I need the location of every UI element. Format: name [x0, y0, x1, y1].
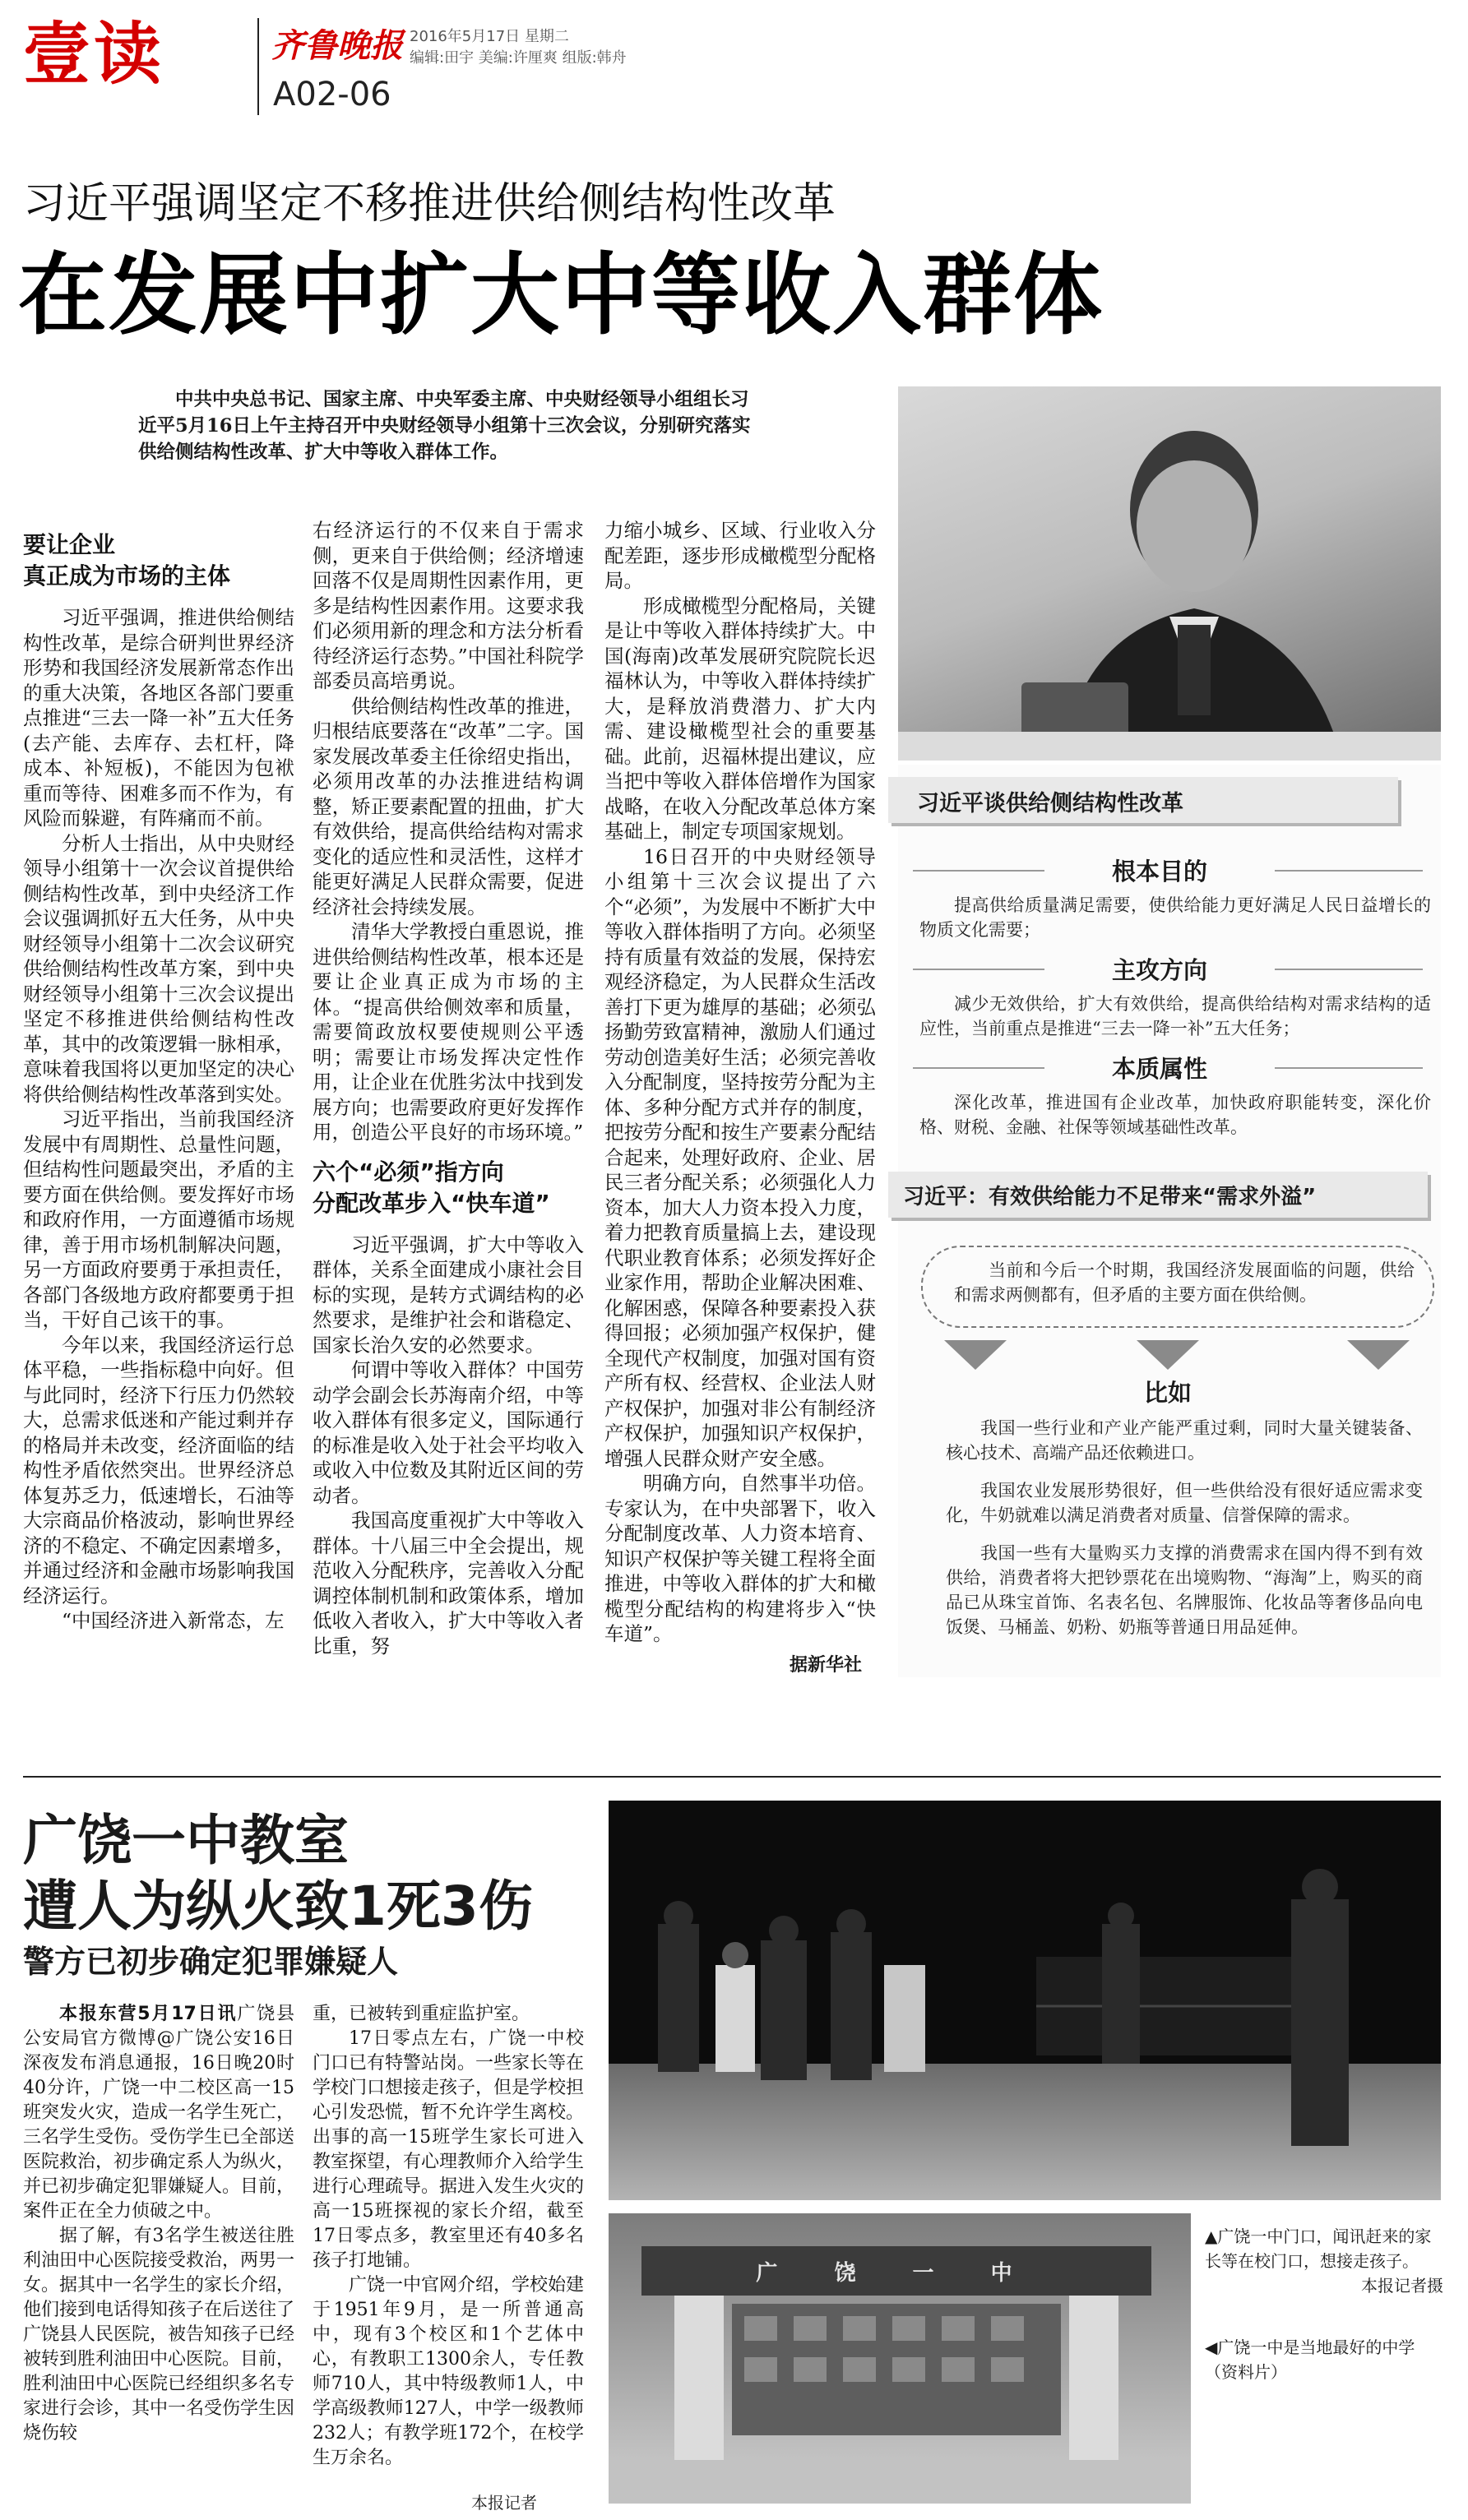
lead-kicker: 习近平强调坚定不移推进供给侧结构性改革: [23, 179, 836, 229]
story2-col2a: 重，已被转到重症监护室。: [313, 2004, 530, 2024]
col3-para-4: 明确方向，自然事半功倍。专家认为，在中央部署下，收入分配制度改革、人力资本培育、知识产权保护等关键工程将全面推进，中等收入群体的扩大和橄榄型分配结构的构建将步入“快车道”。: [604, 1472, 876, 1645]
example-title: 比如: [1143, 1379, 1192, 1407]
goal-text-body: 提高供给质量满足需要，使供给能力更好满足人民日益增长的物质文化需要；: [919, 895, 1431, 940]
story2-col1b: 据了解，有3名学生被送往胜利油田中心医院接受救治，两男一女。据其中一名学生的家长介绍，他们接到电话得知孩子在后送往了广饶县人民医院，被告知孩子已经被转到胜利油田中心医院。目前，胜利油田中心医院已经组织多名专家进行会诊，其中一名受伤学生因烧伤较: [23, 2226, 295, 2444]
divider: [1275, 969, 1423, 970]
sidebar-title-1: 习近平谈供给侧结构性改革: [917, 791, 1183, 816]
page-number: A02-06: [273, 76, 391, 113]
speaker-figure: [898, 386, 1441, 761]
paper-logo: 齐鲁晚报: [271, 26, 403, 65]
night-gate-photo: [609, 1801, 1441, 2200]
lead-column-2: [313, 518, 584, 1658]
story2-subhead: 警方已初步确定犯罪嫌疑人: [23, 1944, 399, 1980]
direction-title: 主攻方向: [1111, 956, 1207, 984]
goal-text: [919, 893, 1431, 942]
arrow-down-icon: [1137, 1340, 1199, 1370]
story2-col1: 广饶县公安局官方微博@广饶公安16日深夜发布消息通报，16日晚20时40分许，广饶一中二校区高一15班突发火灾，造成一名学生死亡，三名学生受伤。受伤学生已全部送医院救治，初步确定系人为纵火，并已初步确定犯罪嫌疑人。目前，案件正在全力侦破之中。: [23, 2004, 295, 2222]
lead-summary: 中共中央总书记、国家主席、中央军委主席、中央财经领导小组组长习近平5月16日上午主持召开中央财经领导小组第十三次会议，分别研究落实供给侧结构性改革、扩大中等收入群体工作。: [138, 389, 751, 463]
bubble-text-body: 当前和今后一个时期，我国经济发展面临的问题，供给和需求两侧都有，但矛盾的主要方面在供给侧。: [954, 1260, 1415, 1305]
col2-para-2: 供给侧结构性改革的推进，归根结底要落在“改革”二字。国家发展改革委主任徐绍史指出，必须用改革的办法推进结构调整，矫正要素配置的扭曲，扩大有效供给，提高供给结构对需求变化的适应性和灵活性，这样才能更好满足人民群众需要，促进经济社会持续发展。: [313, 694, 584, 918]
divider: [1275, 1067, 1423, 1069]
col1-para-2: 分析人士指出，从中央财经领导小组第十一次会议首提供给侧结构性改革，到中央经济工作会议强调抓好五大任务，从中央财经领导小组第十二次会议研究供给侧结构性改革方案，到中央财经领导小组第十三次会议提出坚定不移推进供给侧结构性改革，其中的改策逻辑一脉相承，意味着我国将以更加坚定的决心将供给侧结构性改革落到实处。: [23, 831, 294, 1106]
col3-para-1: 力缩小城乡、区域、行业收入分配差距，逐步形成橄榄型分配格局。: [604, 519, 876, 592]
col2-para-6: 我国高度重视扩大中等收入群体。十八届三中全会提出，规范收入分配秩序，完善收入分配调控体制机制和政策体系，增加低收入者收入，扩大中等收入者比重，努: [313, 1509, 584, 1658]
col3-para-2: 形成橄榄型分配格局，关键是让中等收入群体持续扩大。中国(海南)改革发展研究院院长迟福林认为，中等收入群体持续扩大，是释放消费潜力、扩大内需、建设橄榄型社会的重要基础。此前，迟福林提出建议，应当把中等收入群体倍增作为国家战略，在收入分配改革总体方案基础上，制定专项国家规划。: [604, 594, 876, 843]
goal-title: 根本目的: [1111, 858, 1207, 885]
crowd-scene: [609, 1801, 1441, 2200]
caption-1: [1205, 2224, 1443, 2298]
divider: [1275, 870, 1423, 872]
date-line: 2016年5月17日 星期二: [410, 28, 569, 45]
example-3: 我国一些有大量购买力支撑的消费需求在国内得不到有效供给，消费者将大把钞票花在出境购物、“海淘”上，购买的商品已从珠宝首饰、名表名包、名牌服饰、化妆品等奢侈品向电饭煲、马桶盖、奶粉、奶瓶等普通日用品延伸。: [946, 1543, 1423, 1637]
school-gate-photo: [609, 2213, 1191, 2504]
story2-col2b: 17日零点左右，广饶一中校门口已有特警站岗。一些家长等在学校门口想接走孩子，但是学校担心引发恐慌，暂不允许学生离校。出事的高一15班学生家长可进入教室探望，有心理教师介入给学生进行心理疏导。据进入发生火灾的高一15班探视的家长介绍，截至17日零点多，教室里还有40多名孩子打地铺。: [313, 2028, 585, 2271]
col2-para-4: 习近平强调，扩大中等收入群体，关系全面建成小康社会目标的实现，是转方式调结构的必然要求，是维护社会和谐稳定、国家长治久安的必然要求。: [313, 1232, 584, 1357]
nature-title: 本质属性: [1111, 1055, 1207, 1083]
story2-byline: 本报记者: [471, 2493, 537, 2513]
story2-column-1: [23, 2002, 294, 2446]
col1-heading: 要让企业 真正成为市场的主体: [23, 531, 231, 590]
story2-headline-2: 遭人为纵火致1死3伤: [23, 1875, 533, 1938]
example-2: 我国农业发展形势很好，但一些供给没有很好适应需求变化，牛奶就难以满足消费者对质量、信誉保障的需求。: [946, 1481, 1423, 1525]
col2-para-5: 何谓中等收入群体？中国劳动学会副会长苏海南介绍，中等收入群体有很多定义，国际通行的标准是收入处于社会平均收入或收入中位数及其附近区间的劳动者。: [313, 1358, 584, 1507]
example-1: 我国一些行业和产业产能严重过剩，同时大量关键装备、核心技术、高端产品还依赖进口。: [946, 1418, 1423, 1463]
arrow-down-icon: [944, 1340, 1007, 1370]
sidebar-title-2: 习近平：有效供给能力不足带来“需求外溢”: [903, 1185, 1317, 1209]
lead-column-1: [23, 518, 294, 1634]
col1-para-5: “中国经济进入新常态，左: [62, 1609, 285, 1632]
examples: [946, 1416, 1423, 1639]
nature-text: [919, 1090, 1431, 1140]
col1-para-3: 习近平指出，当前我国经济发展中有周期性、总量性问题，但结构性问题最突出，矛盾的主要方面在供给侧。要发挥好市场和政府作用，一方面遵循市场规律，善于用市场机制解决问题，另一方面政府要勇于承担责任，各部门各级地方政府都要勇于担当，干好自己该干的事。: [23, 1107, 294, 1331]
caption-2: ◀广饶一中是当地最好的中学（资料片）: [1205, 2337, 1415, 2382]
col1-para-4: 今年以来，我国经济运行总体平稳，一些指标稳中向好。但与此同时，经济下行压力仍然较大，总需求低迷和产能过剩并存的格局并未改变，经济面临的结构性矛盾依然突出。世界经济总体复苏乏力，低速增长，石油等大宗商品价格波动，影响世界经济的不稳定、不确定因素增多，并通过经济和金融市场影响我国经济运行。: [23, 1333, 294, 1607]
story2-headline-1: 广饶一中教室: [23, 1809, 349, 1872]
lead-source: 据新华社: [790, 1655, 863, 1676]
staff-line: 编辑:田宇 美编:许厘爽 组版:韩舟: [410, 49, 627, 67]
story-separator: [23, 1776, 1441, 1778]
arrow-down-icon: [1347, 1340, 1410, 1370]
lead-headline: 在发展中扩大中等收入群体: [18, 244, 1104, 347]
caption-1-text: ▲广饶一中门口，闻讯赶来的家长等在校门口，想接走孩子。: [1205, 2226, 1432, 2271]
bubble-text: [954, 1258, 1415, 1307]
story2-dateline: 本报东营5月17日讯: [59, 2004, 238, 2024]
divider: [913, 969, 1044, 970]
gate-sign: 广 饶 一 中: [756, 2261, 1037, 2286]
col3-para-3: 16日召开的中央财经领导小组第十三次会议提出了六个“必须”，为发展中不断扩大中等收入群体指明了方向。必须坚持有质量有效益的发展，保持宏观经济稳定，为人民群众生活改善打下更为雄厚的基础；必须弘扬勤劳致富精神，激励人们通过劳动创造美好生活；必须完善收入分配制度，坚持按劳分配为主体、多种分配方式并存的制度，把按劳分配和按生产要素分配结合起来，处理好政府、企业、居民三者分配关系；必须强化人力资本，加大人力资本投入力度，着力把教育质量搞上去，建设现代职业教育体系；必须发挥好企业家作用，帮助企业解决困难、化解困惑，保障各种要素投入获得回报；必须加强产权保护，健全现代产权制度，加强对国有资产所有权、经营权、企业法人财产权保护，加强对非公有制经济产权保护，加强知识产权保护，增强人民群众财产安全感。: [604, 844, 876, 1470]
story2-column-2: [313, 2002, 584, 2471]
masthead-divider: [257, 18, 259, 115]
lead-photo: [898, 386, 1441, 761]
nature-text-body: 深化改革，推进国有企业改革，加快政府职能转变，深化价格、财税、金融、社保等领域基础性改革。: [919, 1093, 1431, 1137]
story2-col2c: 广饶一中官网介绍，学校始建于1951年9月，是一所普通高中，现有3个校区和1个艺体中心，有教职工1300余人，专任教师710人，其中特级教师1人，中学高级教师127人，中学一级教师232人；有教学班172个，在校学生万余名。: [313, 2275, 585, 2468]
caption-1-credit: 本报记者摄: [1361, 2276, 1443, 2296]
direction-text-body: 减少无效供给，扩大有效供给，提高供给结构对需求结构的适应性，当前重点是推进“三去一降一补”五大任务；: [919, 994, 1431, 1038]
divider: [913, 870, 1044, 872]
col2-heading: 六个“必须”指方向 分配改革步入“快车道”: [313, 1158, 550, 1217]
lead-column-3: [604, 518, 876, 1647]
col1-para-1: 习近平强调，推进供给侧结构性改革，是综合研判世界经济形势和我国经济发展新常态作出的重大决策，各地区各部门要重点推进“三去一降一补”五大任务(去产能、去库存、去杠杆，降成本、补短板)，不能因为包袱重而等待、困难多而不作为，有风险而躲避，有阵痛而不前。: [23, 606, 294, 830]
direction-text: [919, 992, 1431, 1041]
col2-para-1: 右经济运行的不仅来自于需求侧，更来自于供给侧；经济增速回落不仅是周期性因素作用，更多是结构性因素作用。这要求我们必须用新的理念和方法分析看待经济运行态势。”中国社科院学部委员高培勇说。: [313, 519, 584, 692]
divider: [913, 1067, 1044, 1069]
section-title: 壹读: [23, 16, 165, 94]
col2-para-3: 清华大学教授白重恩说，推进供给侧结构性改革，根本还是要让企业真正成为市场的主体。“提高供给侧效率和质量，需要简政放权要使规则公平透明；需要让市场发挥决定性作用，让企业在优胜劣汰中找到发展方向；也需要政府更好发挥作用，创造公平良好的市场环境。”: [313, 920, 584, 1144]
